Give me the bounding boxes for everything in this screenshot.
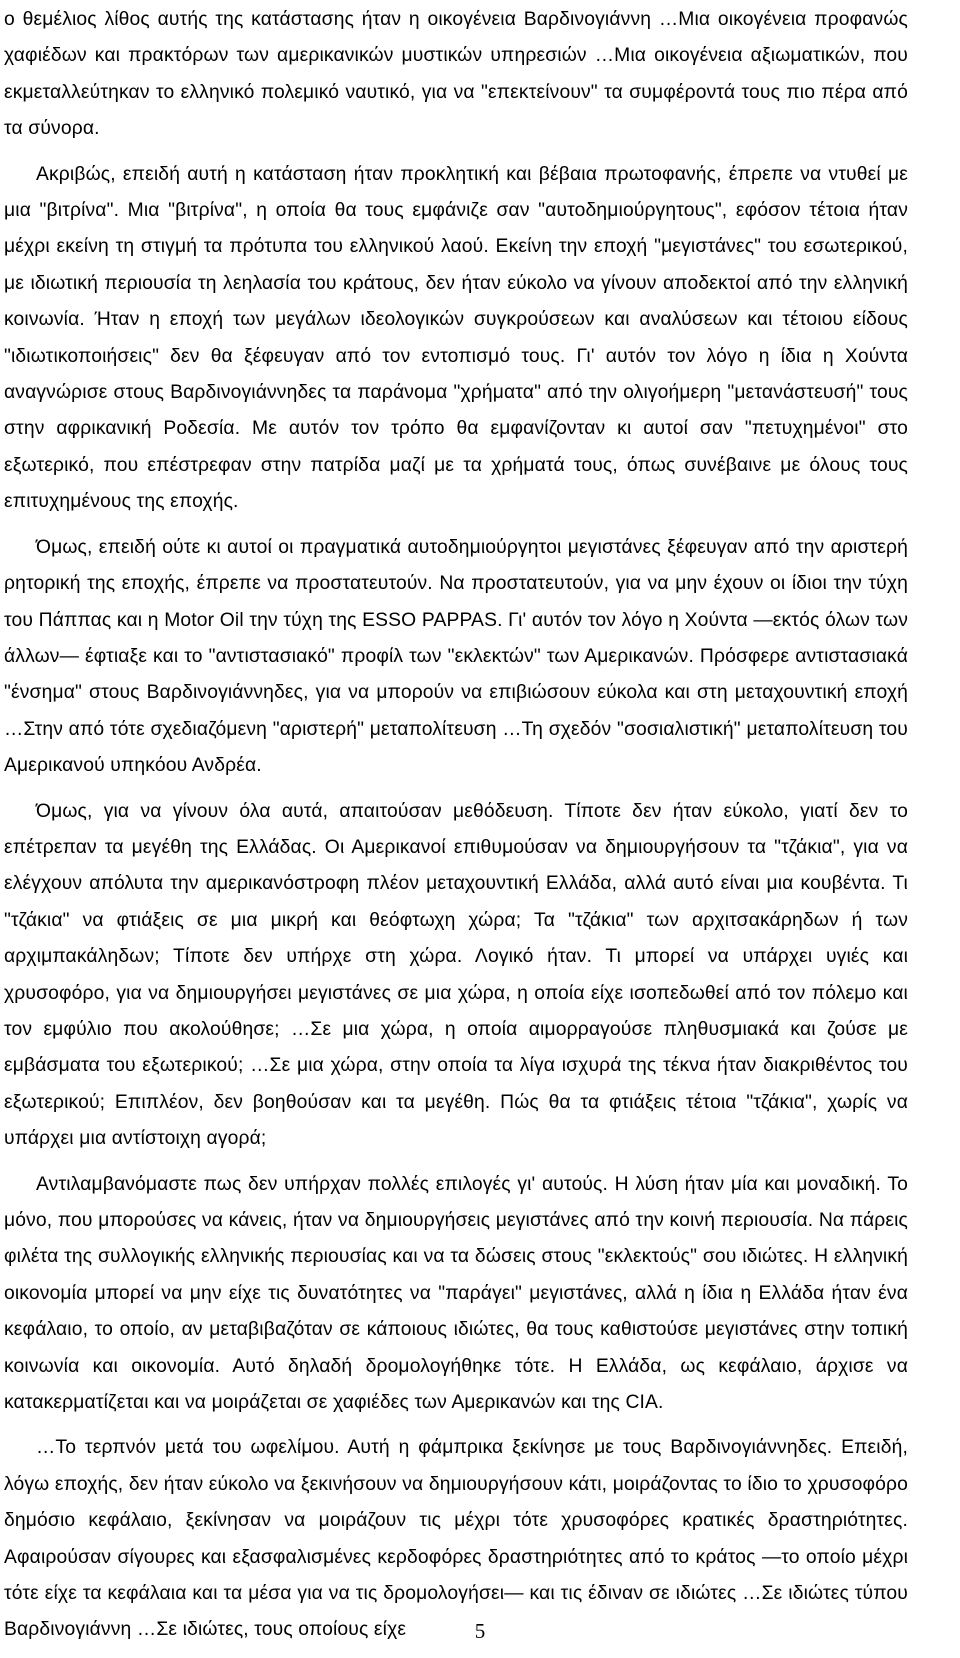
body-text: [4, 2, 908, 1658]
paragraph-5: Αντιλαμβανόμαστε πως δεν υπήρχαν πολλές επιλογές γι' αυτούς. Η λύση ήταν μία και μοναδική. Το μόνο, που μπορούσες να κάνεις, ήταν να δημιουργήσεις μεγιστάνες από την κοινή περιουσία. Να πάρεις φιλέτα της συλλογικής ελληνικής περιουσίας και να τα δώσεις στους "εκλεκτούς" σου ιδιώτες. Η ελληνική οικονομία μπορεί να μην είχε τις δυνατότητες να "παράγει" μεγιστάνες, αλλά η ίδια η Ελλάδα ήταν ένα κεφάλαιο, το οποίο, αν μεταβιβαζόταν σε κάποιους ιδιώτες, θα τους καθιστούσε μεγιστάνες στην τοπική κοινωνία και οικονομία. Αυτό δηλαδή δρομολογήθηκε τότε. Η Ελλάδα, ως κεφάλαιο, άρχισε να κατακερματίζεται και να μοιράζεται σε χαφιέδες των Αμερικανών και της CIA.: [4, 1173, 908, 1414]
paragraph-3: Όμως, επειδή ούτε κι αυτοί οι πραγματικά αυτοδημιούργητοι μεγιστάνες ξέφευγαν από την αριστερή ρητορική της εποχής, έπρεπε να προστατευτούν. Να προστατευτούν, για να μην έχουν οι ίδιοι την τύχη του Πάππας και η Motor Oil την τύχη της ESSO PAPPAS. Γι' αυτόν τον λόγο η Χούντα —εκτός όλων των άλλων— έφτιαξε και το "αντιστασιακό" προφίλ των "εκλεκτών" των Αμερικανών. Πρόσφερε αντιστασιακά "ένσημα" στους Βαρδινογιάννηδες, για να μπορούν να επιβιώσουν εύκολα και στη μεταχουντική εποχή …Στην από τότε σχεδιαζόμενη "αριστερή" μεταπολίτευση …Τη σχεδόν "σοσιαλιστική" μεταπολίτευση του Αμερικανού υπηκόου Ανδρέα.: [4, 536, 908, 777]
paragraph-4: Όμως, για να γίνουν όλα αυτά, απαιτούσαν μεθόδευση. Τίποτε δεν ήταν εύκολο, γιατί δεν το επέτρεπαν τα μεγέθη της Ελλάδας. Οι Αμερικανοί επιθυμούσαν να δημιουργήσουν τα "τζάκια", για να ελέγχουν απόλυτα την αμερικανόστροφη πλέον μεταχουντική Ελλάδα, αλλά αυτό είναι μια κουβέντα. Τι "τζάκια" να φτιάξεις σε μια μικρή και θεόφτωχη χώρα; Τα "τζάκια" των αρχιτσακάρηδων ή των αρχιμπακάληδων; Τίποτε δεν υπήρχε στη χώρα. Λογικό ήταν. Τι μπορεί να υπάρχει υγιές και χρυσοφόρο, για να δημιουργήσει μεγιστάνες σε μια χώρα, η οποία είχε ισοπεδωθεί από τον πόλεμο και τον εμφύλιο που ακολούθησε; …Σε μια χώρα, η οποία αιμορραγούσε πληθυσμιακά και ζούσε με εμβάσματα του εξωτερικού; …Σε μια χώρα, στην οποία τα λίγα ισχυρά της τέκνα ήταν διακριθέντος του εξωτερικού; Επιπλέον, δεν βοηθούσαν και τα μεγέθη. Πώς θα τα φτιάξεις τέτοια "τζάκια", χωρίς να υπάρχει μια αντίστοιχη αγορά;: [4, 800, 908, 1150]
page-number: 5: [474, 1619, 486, 1643]
paragraph-2: Ακριβώς, επειδή αυτή η κατάσταση ήταν προκλητική και βέβαια πρωτοφανής, έπρεπε να ντυθεί με μια "βιτρίνα". Μια "βιτρίνα", η οποία θα τους εμφάνιζε σαν "αυτοδημιούργητους", εφόσον τέτοια ήταν μέχρι εκείνη τη στιγμή τα πρότυπα του ελληνικού λαού. Εκείνη την εποχή "μεγιστάνες" του εσωτερικού, με ιδιωτική περιουσία τη λεηλασία του κράτους, δεν ήταν εύκολο να γίνουν αποδεκτοί από την ελληνική κοινωνία. Ήταν η εποχή των μεγάλων ιδεολογικών συγκρούσεων και αναλύσεων και τέτοιου είδους "ιδιωτικοποιήσεις" δεν θα ξέφευγαν από τον εντοπισμό τους. Γι' αυτόν τον λόγο η ίδια η Χούντα αναγνώρισε στους Βαρδινογιάννηδες τα παράνομα "χρήματα" από την ολιγοήμερη "μετανάστευσή" τους στην αφρικανική Ροδεσία. Με αυτόν τον τρόπο θα εμφανίζονταν κι αυτοί σαν "πετυχημένοι" στο εξωτερικό, που επέστρεφαν στην πατρίδα μαζί με τα χρήματά τους, όπως συνέβαινε με όλους τους επιτυχημένους της εποχής.: [4, 163, 908, 513]
paragraph-1: ο θεμέλιος λίθος αυτής της κατάστασης ήταν η οικογένεια Βαρδινογιάννη …Μια οικογένεια προφανώς χαφιέδων και πρακτόρων των αμερικανικών μυστικών υπηρεσιών …Μια οικογένεια αξιωματικών, που εκμεταλλεύτηκαν το ελληνικό πολεμικό ναυτικό, για να "επεκτείνουν" τα συμφέροντά τους πιο πέρα από τα σύνορα.: [4, 9, 908, 140]
paragraph-6: …Το τερπνόν μετά του ωφελίμου. Αυτή η φάμπρικα ξεκίνησε με τους Βαρδινογιάννηδες. Επειδή, λόγω εποχής, δεν ήταν εύκολο να ξεκινήσουν να δημιουργήσουν κάτι, μοιράζοντας το ίδιο το χρυσοφόρο δημόσιο κεφάλαιο, ξεκίνησαν να μοιράζουν τις μέχρι τότε χρυσοφόρες κρατικές δραστηριότητες. Αφαιρούσαν σίγουρες και εξασφαλισμένες κερδοφόρες δραστηριότητες από το κράτος —το οποίο μέχρι τότε είχε τα κεφάλαια και τα μέσα για να τις δρομολογήσει— και τις έδιναν σε ιδιώτες …Σε ιδιώτες τύπου Βαρδινογιάννη …Σε ιδιώτες, τους οποίους είχε: [4, 1437, 908, 1641]
